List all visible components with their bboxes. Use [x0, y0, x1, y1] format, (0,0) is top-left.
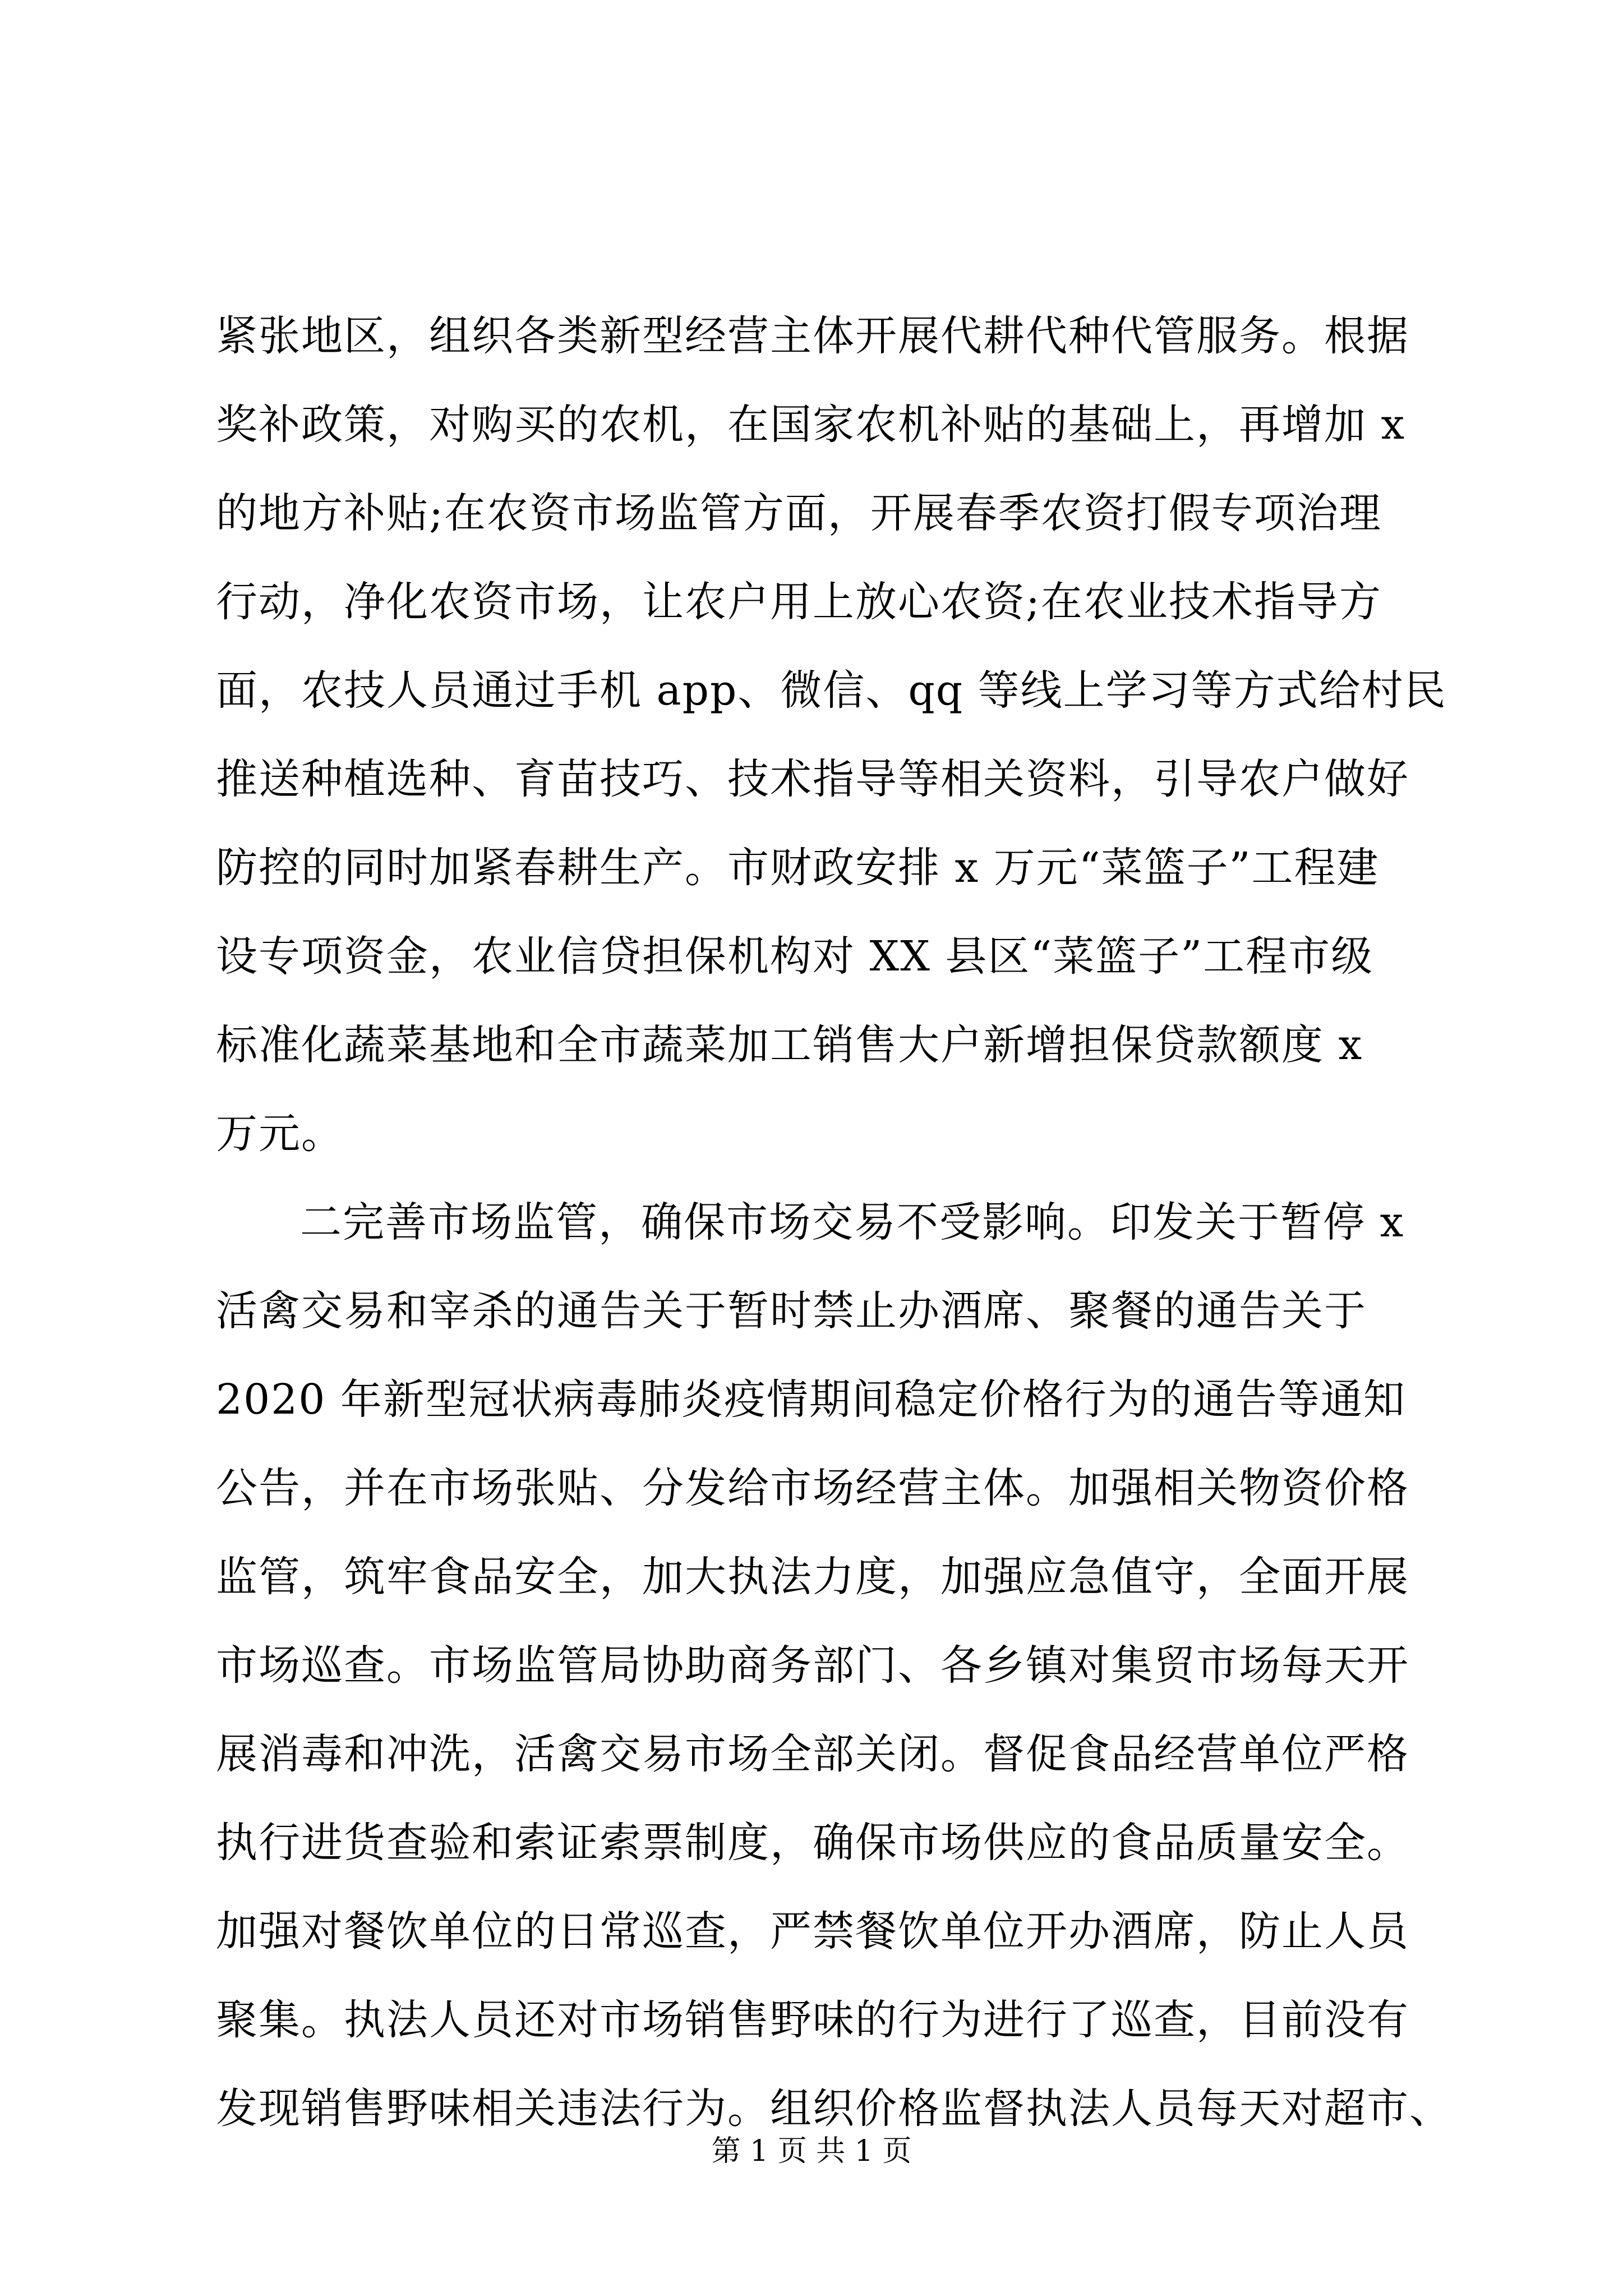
text-line: 聚集。执法人员还对市场销售野味的行为进行了巡查，目前没有 [216, 1996, 1409, 2044]
text-line: 二完善市场监管，确保市场交易不受影响。印发关于暂停 x [300, 1198, 1405, 1246]
text-line: 防控的同时加紧春耕生产。市财政安排 x 万元“菜篮子”工程建 [216, 844, 1380, 892]
page-number: 第 1 页 共 1 页 [711, 2134, 912, 2168]
text-line: 展消毒和冲洗，活禽交易市场全部关闭。督促食品经营单位严格 [216, 1730, 1409, 1778]
text-line: 行动，净化农资市场，让农户用上放心农资;在农业技术指导方 [216, 578, 1382, 626]
text-line: 市场巡查。市场监管局协助商务部门、各乡镇对集贸市场每天开 [216, 1641, 1409, 1690]
text-line: 监管，筑牢食品安全，加大执法力度，加强应急值守，全面开展 [216, 1553, 1409, 1601]
text-line: 标准化蔬菜基地和全市蔬菜加工销售大户新增担保贷款额度 x [216, 1021, 1363, 1069]
paragraph-1 [216, 292, 1447, 1178]
paragraph-2 [216, 1178, 1452, 2153]
text-line: 紧张地区，组织各类新型经营主体开展代耕代种代管服务。根据 [216, 312, 1409, 360]
text-line: 奖补政策，对购买的农机，在国家农机补贴的基础上，再增加 x [216, 401, 1406, 449]
text-line: 面，农技人员通过手机 app、微信、qq 等线上学习等方式给村民 [216, 666, 1447, 715]
text-line: 公告，并在市场张贴、分发给市场经营主体。加强相关物资价格 [216, 1464, 1409, 1512]
text-line: 2020 年新型冠状病毒肺炎疫情期间稳定价格行为的通告等通知 [216, 1375, 1406, 1424]
text-line: 活禽交易和宰杀的通告关于暂时禁止办酒席、聚餐的通告关于 [216, 1287, 1367, 1335]
text-line: 推送种植选种、育苗技巧、技术指导等相关资料，引导农户做好 [216, 755, 1409, 803]
text-line: 的地方补贴;在农资市场监管方面，开展春季农资打假专项治理 [216, 489, 1382, 537]
text-line: 万元。 [216, 1110, 344, 1158]
text-line: 发现销售野味相关违法行为。组织价格监督执法人员每天对超市、 [216, 2085, 1452, 2133]
text-line: 加强对餐饮单位的日常巡查，严禁餐饮单位开办酒席，防止人员 [216, 1907, 1409, 1955]
document-body [216, 292, 1452, 2153]
page-footer [0, 2132, 1623, 2171]
text-line: 设专项资金，农业信贷担保机构对 XX 县区“菜篮子”工程市级 [216, 932, 1374, 981]
text-line: 执行进货查验和索证索票制度，确保市场供应的食品质量安全。 [216, 1819, 1409, 1867]
